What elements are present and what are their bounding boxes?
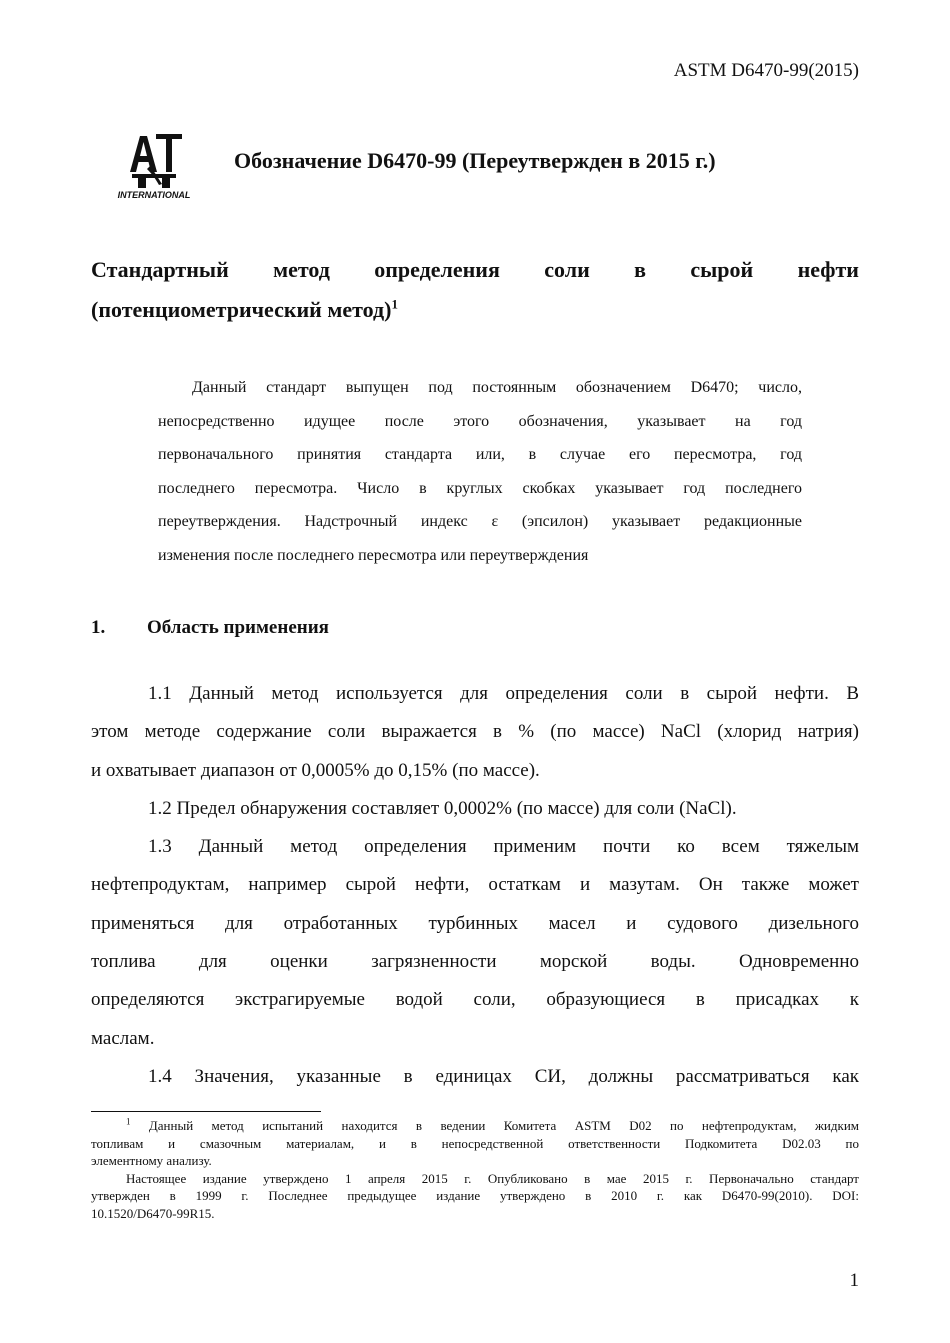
body-line: 1.4 Значения, указанные в единицах СИ, должны рассматриваться как xyxy=(148,1065,859,1087)
astm-logo xyxy=(112,128,196,200)
body-line: 1.3 Данный метод определения применим почти ко всем тяжелым xyxy=(148,836,859,858)
footnote-line: 10.1520/D6470-99R15. xyxy=(91,1205,215,1221)
notice-line: переутверждения. Надстрочный индекс ε (эпсилон) указывает редакционные xyxy=(158,513,802,531)
footnote-line-text: Данный метод испытаний находится в ведении Комитета ASTM D02 по нефтепродуктам, жидким xyxy=(148,1118,860,1133)
section-number: 1. xyxy=(91,617,106,638)
section-heading xyxy=(91,617,329,639)
footnote-line: топливам и смазочным материалам, и в непосредственной ответственности Подкомитета D02.03 по xyxy=(91,1135,859,1151)
document-code: ASTM D6470-99(2015) xyxy=(673,60,859,81)
footnote-mark: 1 xyxy=(126,1116,131,1127)
body-line: 1.2 Предел обнаружения составляет 0,0002% (по массе) для соли (NaCl). xyxy=(148,797,737,819)
footnote-line: Настоящее издание утверждено 1 апреля 2015 г. Опубликовано в мае 2015 г. Первоначально стандарт xyxy=(126,1170,859,1186)
title-line-text: (потенциометрический метод) xyxy=(91,297,392,322)
title-line xyxy=(91,290,859,330)
notice-line: Данный стандарт выпущен под постоянным обозначением D6470; число, xyxy=(192,379,802,396)
body-line: топлива для оценки загрязненности морской воды. Одновременно xyxy=(91,951,859,973)
svg-text:INTERNATIONAL: INTERNATIONAL xyxy=(117,190,191,200)
notice-line: изменения после последнего пересмотра или переутверждения xyxy=(158,546,589,564)
standard-title xyxy=(91,250,859,330)
standard-notice xyxy=(158,371,802,573)
body-line: применяться для отработанных турбинных масел и судового дизельного xyxy=(91,912,859,934)
section-body xyxy=(91,675,859,1096)
astm-logo-icon xyxy=(112,128,196,200)
footnotes xyxy=(91,1117,859,1222)
body-line: определяются экстрагируемые водой соли, образующиеся в присадках к xyxy=(91,989,859,1011)
footnote-reference[interactable]: 1 xyxy=(391,296,398,312)
notice-line: первоначального принятия стандарта или, в случае его пересмотра, год xyxy=(158,446,802,464)
body-line: этом методе содержание соли выражается в % (по массе) NaCl (хлорид натрия) xyxy=(91,721,859,743)
page-number: 1 xyxy=(849,1270,859,1291)
footnote-line xyxy=(91,1117,859,1135)
notice-line: последнего пересмотра. Число в круглых скобках указывает год последнего xyxy=(158,479,802,497)
body-line: и охватывает диапазон от 0,0005% до 0,15% (по массе). xyxy=(91,759,540,781)
body-line: 1.1 Данный метод используется для определения соли в сырой нефти. В xyxy=(148,683,859,704)
designation-heading: Обозначение D6470-99 (Переутвержден в 2015 г.) xyxy=(234,148,716,173)
footnote-line: элементному анализу. xyxy=(91,1153,212,1168)
body-line: нефтепродуктам, например сырой нефти, остаткам и мазутам. Он также может xyxy=(91,874,859,896)
notice-line: непосредственно идущее после этого обозначения, указывает на год xyxy=(158,412,802,430)
section-title: Область применения xyxy=(147,617,329,638)
footnote-line: утвержден в 1999 г. Последнее предыдущее издание утверждено в 2010 г. как D6470-99(2010). DOI: xyxy=(91,1188,859,1203)
footnote-separator xyxy=(91,1111,321,1112)
title-line: Стандартный метод определения соли в сырой нефти xyxy=(91,257,859,282)
body-line: маслам. xyxy=(91,1027,155,1049)
